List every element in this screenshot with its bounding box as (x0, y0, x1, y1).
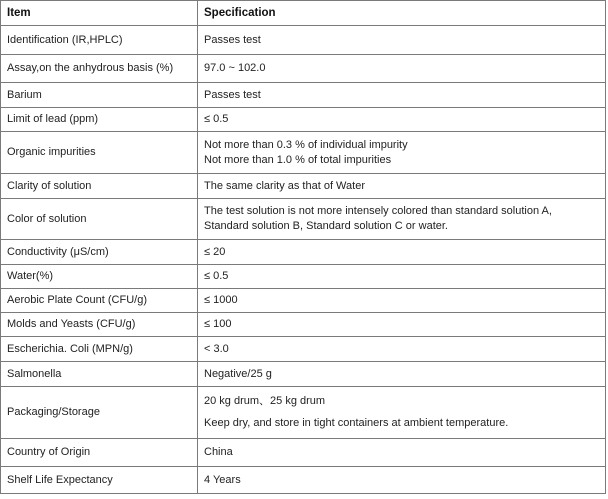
spec-line: Not more than 0.3 % of individual impurity (204, 138, 408, 151)
spec-line: ≤ 100 (204, 318, 232, 330)
item-cell: Salmonella (1, 362, 198, 387)
table-row (1, 55, 606, 83)
spec-cell (198, 467, 606, 494)
spec-cell (198, 174, 606, 199)
table-row (1, 439, 606, 467)
table-row (1, 83, 606, 108)
table-row (1, 313, 606, 337)
item-cell: Assay,on the anhydrous basis (%) (1, 55, 198, 83)
spec-line: Standard solution B, Standard solution C or water. (204, 220, 448, 232)
spec-line: < 3.0 (204, 342, 229, 355)
item-cell: Identification (IR,HPLC) (1, 26, 198, 55)
spec-cell (198, 387, 606, 439)
table-row (1, 199, 606, 240)
item-cell: Molds and Yeasts (CFU/g) (1, 313, 198, 337)
spec-cell (198, 83, 606, 108)
table-row (1, 26, 606, 55)
spec-line: ≤ 20 (204, 245, 226, 258)
spec-cell (198, 55, 606, 83)
item-cell: Barium (1, 83, 198, 108)
spec-line: 20 kg drum、25 kg drum (204, 395, 326, 407)
item-cell: Color of solution (1, 199, 198, 240)
item-cell: Limit of lead (ppm) (1, 108, 198, 132)
spec-line: Passes test (204, 33, 261, 46)
spec-line: 97.0 ~ 102.0 (204, 62, 266, 74)
table-row (1, 108, 606, 132)
spec-cell (198, 265, 606, 289)
item-cell: Packaging/Storage (1, 387, 198, 439)
item-cell: Clarity of solution (1, 174, 198, 199)
spec-line: Not more than 1.0 % of total impurities (204, 153, 392, 166)
item-cell: Organic impurities (1, 132, 198, 174)
table-row (1, 265, 606, 289)
table-row (1, 174, 606, 199)
table-row (1, 337, 606, 362)
table-row (1, 467, 606, 494)
header-specification: Specification (198, 1, 606, 26)
table-header-row (1, 1, 606, 26)
spec-line: The same clarity as that of Water (204, 179, 365, 192)
spec-cell (198, 199, 606, 240)
table-row (1, 289, 606, 313)
spec-line: ≤ 0.5 (204, 113, 229, 125)
item-cell: Escherichia. Coli (MPN/g) (1, 337, 198, 362)
spec-line: Negative/25 g (204, 367, 272, 380)
spec-cell (198, 313, 606, 337)
item-cell: Shelf Life Expectancy (1, 467, 198, 494)
spec-line: China (204, 446, 233, 458)
item-cell: Aerobic Plate Count (CFU/g) (1, 289, 198, 313)
table-row (1, 362, 606, 387)
spec-cell (198, 337, 606, 362)
table-row (1, 240, 606, 265)
spec-line: ≤ 1000 (204, 294, 238, 306)
spec-line: Keep dry, and store in tight containers at ambient temperature. (204, 417, 509, 429)
item-cell: Country of Origin (1, 439, 198, 467)
spec-line: The test solution is not more intensely colored than standard solution A, (204, 205, 552, 217)
spec-line: Passes test (204, 88, 261, 101)
header-item: Item (1, 1, 198, 26)
table-row (1, 387, 606, 439)
spec-line: 4 Years (204, 473, 241, 486)
spec-cell (198, 362, 606, 387)
spec-cell (198, 439, 606, 467)
spec-cell (198, 26, 606, 55)
table-row (1, 132, 606, 174)
spec-line: ≤ 0.5 (204, 270, 229, 282)
spec-cell (198, 289, 606, 313)
spec-cell (198, 132, 606, 174)
spec-cell (198, 108, 606, 132)
spec-cell (198, 240, 606, 265)
item-cell: Water(%) (1, 265, 198, 289)
item-cell: Conductivity (μS/cm) (1, 240, 198, 265)
